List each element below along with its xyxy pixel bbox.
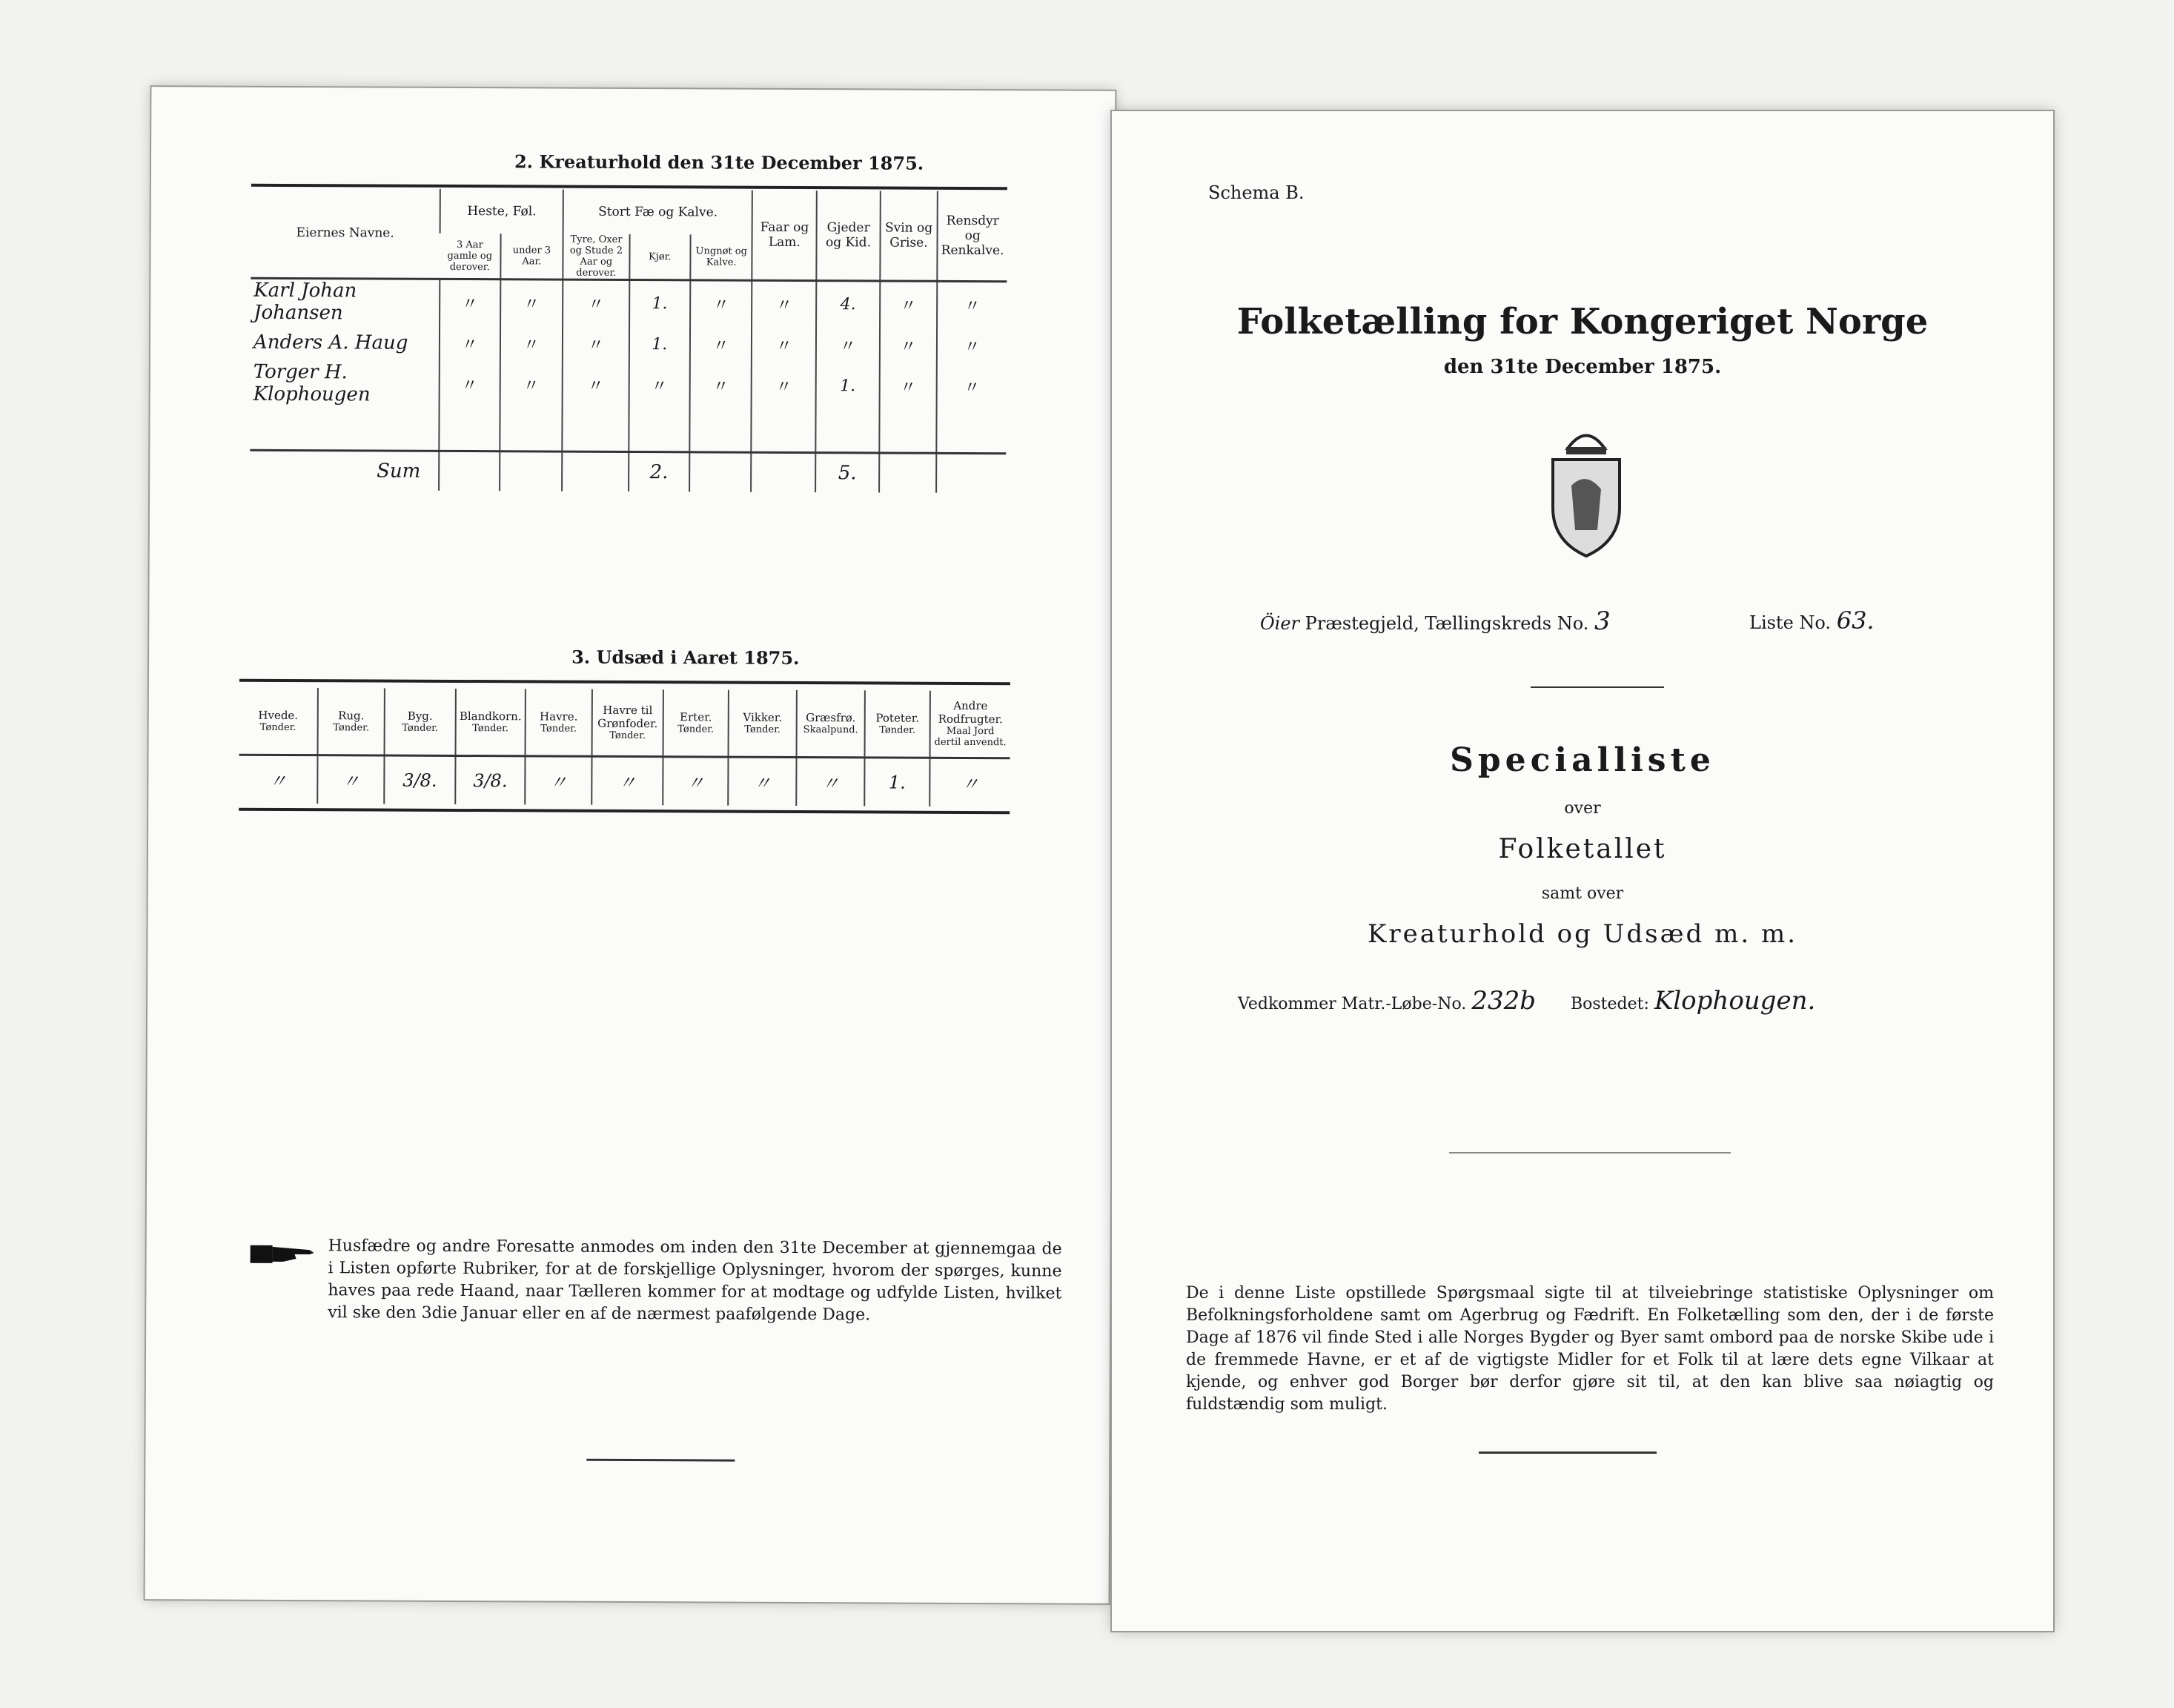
seed-col-header: [385, 689, 456, 755]
goats-header: Gjeder og Kid.: [817, 191, 881, 281]
seed-col-header: [797, 690, 865, 757]
seed-col-unit: Tønder.: [540, 723, 577, 735]
young-cattle-header: Ungnøt og Kalve.: [690, 234, 752, 280]
seed-value: 〃: [591, 756, 663, 805]
cell: 〃: [440, 362, 500, 406]
seed-col-unit: Tønder.: [259, 721, 296, 733]
parish-label: Præstegjeld,: [1305, 613, 1419, 634]
cell: 〃: [690, 280, 752, 326]
seed-col-label: Rug.: [338, 709, 365, 723]
seed-col-unit: Tønder.: [333, 722, 370, 734]
seed-col-unit: Maal Jord dertil anvendt.: [934, 726, 1007, 749]
seed-col-header: [239, 688, 318, 755]
seed-value: 〃: [268, 771, 287, 792]
district-label: Tællingskreds No.: [1425, 613, 1589, 634]
seed-col-label: Græsfrø.: [806, 710, 856, 725]
seed-col-label: Havre til Grønfoder.: [597, 703, 658, 730]
over-text: over: [1564, 799, 1601, 818]
seed-value: 〃: [728, 757, 796, 806]
seed-table: [239, 688, 1010, 807]
seed-col-unit: Tønder.: [472, 722, 509, 735]
section3-title: 3. Udsæd i Aaret 1875.: [571, 646, 800, 669]
left-page: [145, 87, 1116, 1603]
seed-col-header: [930, 691, 1010, 758]
cell: 1.: [816, 363, 880, 408]
seed-col-header: [592, 689, 663, 756]
bulls-header: Tyre, Oxer og Stude 2 Aar og derover.: [563, 234, 629, 280]
owner-name: Torger H. Klophougen: [253, 360, 371, 406]
cell: 1.: [629, 279, 691, 325]
cows-header: Kjør.: [629, 234, 691, 280]
coat-of-arms-icon: [1531, 419, 1642, 560]
cell: 〃: [937, 327, 1007, 364]
seed-col-unit: Skaalpund.: [803, 724, 858, 736]
cell: 〃: [752, 326, 816, 363]
seed-value: 〃: [796, 757, 864, 806]
cell: 〃: [752, 280, 816, 326]
owner-name: Anders A. Haug: [253, 331, 408, 354]
seed-col-header: [456, 689, 526, 755]
cell: 〃: [440, 325, 500, 362]
seed-col-label: Byg.: [407, 709, 433, 723]
sum-row: [250, 450, 1006, 493]
also-over-text: samt over: [1541, 884, 1624, 903]
seed-col-header: [663, 689, 729, 756]
parish-value: Öier: [1260, 613, 1300, 634]
right-page: [1112, 111, 2053, 1631]
seed-value: 〃: [317, 755, 384, 804]
sheep-header: Faar og Lam.: [752, 191, 817, 281]
main-title: Folketælling for Kongeriget Norge: [1236, 301, 1929, 342]
cell: 〃: [937, 281, 1007, 327]
cell: 〃: [500, 279, 563, 325]
cell: 〃: [690, 325, 752, 363]
horses-3yr-header: 3 Aar gamle og derover.: [447, 239, 493, 273]
seed-value: 〃: [929, 758, 1010, 807]
seed-col-header: [729, 690, 797, 757]
schema-label: Schema B.: [1208, 182, 1305, 203]
seed-col-label: Vikker.: [743, 710, 783, 724]
district-line: [1260, 606, 1611, 636]
seed-col-unit: Tønder.: [677, 724, 715, 735]
livestock-table: [250, 188, 1007, 493]
sum-label: Sum: [377, 460, 421, 483]
table2-bottom-rule: [239, 808, 1010, 815]
sum-goats: 5.: [815, 452, 879, 492]
horses-header: Heste, Føl.: [440, 189, 563, 234]
purpose-paragraph: De i denne Liste opstillede Spørgsmaal sigte til at tilveiebringe statistiske Oplysninger om Befolkningsforholdene samt om Agerbrug og Fædrift. En Folketælling som den, der i de første Dage af 1876 vil finde Sted i alle Norges Bygder og Byer samt ombord paa de norske Skibe ude i de fremmede Havne, er et af de vigtigste Midler for et Folk til at lære dets egne Vilkaar at kjende, og enhver god Borger bør derfor gjøre sit til, at den kan blive saa nøiagtig og fuldstændig som muligt.: [1186, 1284, 1994, 1414]
cell: 4.: [816, 281, 880, 327]
census-date: den 31te December 1875.: [1443, 356, 1722, 378]
sum-cows: 2.: [629, 451, 690, 491]
property-line: [1238, 986, 1815, 1016]
matr-value: 232b: [1471, 986, 1536, 1016]
table-row: [239, 755, 1010, 807]
pigs-header: Svin og Grise.: [880, 191, 938, 281]
divider: [1479, 1452, 1657, 1454]
cell: 〃: [752, 363, 816, 408]
cattle-header: Stort Fæ og Kalve.: [563, 190, 752, 235]
table-row: [251, 361, 1007, 408]
cell: 〃: [879, 363, 937, 408]
population-title: Folketallet: [1498, 834, 1667, 864]
cell: 〃: [563, 325, 629, 363]
seed-col-header: [865, 690, 930, 757]
cell: 〃: [440, 279, 500, 325]
divider: [1531, 686, 1664, 688]
cell: 〃: [500, 362, 563, 406]
special-list-title: Specialliste: [1450, 741, 1715, 779]
seed-value: 3/8.: [384, 755, 455, 804]
seed-col-label: Blandkorn.: [459, 709, 522, 724]
cell: 〃: [563, 279, 629, 325]
seed-col-unit: Tønder.: [879, 724, 916, 736]
horses-under-header: under 3 Aar.: [500, 234, 563, 279]
cell: 1.: [629, 325, 690, 363]
residence-label: Bostedet:: [1570, 995, 1649, 1013]
seed-col-unit: Tønder.: [744, 724, 781, 735]
seed-value: 1.: [864, 757, 929, 806]
section2-title: 2. Kreaturhold den 31te December 1875.: [514, 150, 924, 174]
cell: 〃: [880, 281, 938, 327]
cell: 〃: [880, 326, 938, 363]
table2-top-rule: [239, 679, 1010, 686]
matr-label: Vedkommer Matr.-Løbe-No.: [1238, 995, 1467, 1013]
divider: [1449, 1152, 1731, 1153]
list-label: Liste No.: [1749, 612, 1832, 633]
pointing-hand-icon: [251, 1242, 317, 1266]
seed-value: 〃: [525, 755, 591, 804]
seed-col-unit: Tønder.: [402, 722, 439, 734]
cell: 〃: [816, 326, 880, 363]
seed-col-label: Poteter.: [875, 711, 920, 725]
seed-value: 3/8.: [455, 755, 525, 804]
owner-name: Karl Johan Johansen: [253, 279, 357, 325]
list-number-line: [1749, 606, 1875, 635]
district-value: 3: [1594, 606, 1611, 636]
seed-col-header: [318, 688, 385, 755]
table-row: [251, 278, 1007, 327]
cell: 〃: [563, 363, 629, 407]
residence-value: Klophougen.: [1654, 986, 1816, 1016]
cell: 〃: [500, 325, 563, 362]
seed-col-unit: Tønder.: [609, 729, 646, 741]
seed-col-label: Hvede.: [258, 708, 299, 722]
cell: 〃: [629, 363, 690, 407]
seed-col-label: Erter.: [680, 710, 712, 724]
livestock-seed-title: Kreaturhold og Udsæd m. m.: [1367, 919, 1797, 949]
seed-value: 〃: [663, 756, 728, 805]
cell: 〃: [937, 364, 1007, 408]
cell: 〃: [690, 363, 752, 407]
table-row: [251, 324, 1007, 364]
reindeer-header: Rensdyr og Renkalve.: [937, 191, 1007, 282]
instruction-notice: Husfædre og andre Foresatte anmodes om inden den 31te December at gjennemgaa de i Listen opførte Rubriker, for at de forskjellige Oplysninger, hvorom der spørges, kunne haves paa rede Haand, naar Tælleren kommer for at modtage og udfylde Listen, hvilket vil ske den 3die Januar eller en af de nærmest paafølgende Dage.: [328, 1237, 1062, 1325]
owner-col-header: Eiernes Navne.: [296, 225, 394, 241]
seed-col-header: [526, 689, 592, 755]
seed-col-label: Havre.: [540, 709, 578, 724]
divider: [586, 1459, 735, 1462]
seed-col-label: Andre Rodfrugter.: [938, 699, 1003, 726]
list-value: 63.: [1836, 606, 1875, 635]
